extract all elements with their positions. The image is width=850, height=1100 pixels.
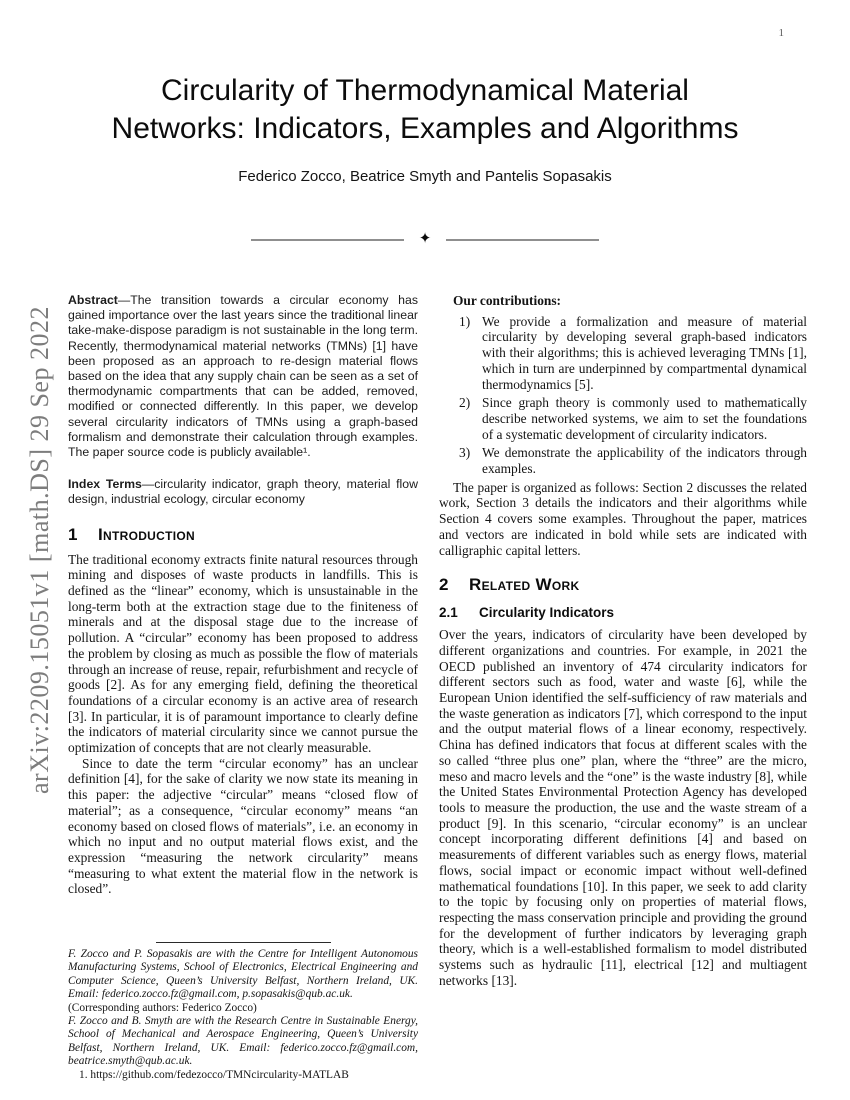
subsection-heading-circularity-indicators bbox=[439, 605, 807, 620]
footnote-affiliation-2: F. Zocco and B. Smyth are with the Research Centre in Sustainable Energy, School of Mechanical and Aerospace Engineering, Queen’s University Belfast, Northern Ireland, UK. Email: federico.zocco.fz@gmail.com, beatrice.smyth@qub.ac.uk. bbox=[68, 1014, 418, 1068]
list-item-text: We demonstrate the applicability of the indicators through examples. bbox=[482, 445, 807, 477]
footnote-rule bbox=[156, 942, 331, 943]
intro-paragraph-2: Since to date the term “circular economy” has an unclear definition [4], for the sake of clarity we now state its meaning in this paper: the adjective “circular” means “closed flow of material”; as a consequence, “circular economy” means “an economy based on closed flows of materials”, i.e. an economy in which no input and no output material flows exist, and the expression “measuring the network circularity” means “measuring to what extent the material flow in the network is closed”. bbox=[68, 755, 418, 897]
two-column-body bbox=[68, 293, 807, 1082]
separator-line-left bbox=[251, 239, 404, 241]
related-work-paragraph: Over the years, indicators of circularity have been developed by different organizations and countries. For example, in 2021 the OECD published an inventory of 474 circularity indicators for different sectors such as food, water and waste [6], while the European Union identified the self-sufficiency of raw materials and the waste generation as indicators [7], which correspond to the input and the output material flows of a linear economy, respectively. China has defined indicators that focus at different scales with the so called “three plus one” plan, where the “three” are the micro, meso and macro levels and the “one” is the waste industry [8], while the United States Environmental Protection Agency has developed tools to measure the production, the use and the waste stream of a product [9]. In this scenario, “circular economy” is an unclear concept incorporating different definitions [4] and based on measurements of different variables such as energy flows, material flows, social impact or economic impact without well-defined mathematical foundations [10]. In this paper, we seek to add clarity to the topic by focusing only on properties of material flows, respecting the mass conservation principle and providing the ground for the development of further indicators by leveraging graph theory, which is a well-established formalism to model distributed systems such as hydraulic [11], electrical [12] and multiagent networks [13]. bbox=[439, 627, 807, 988]
section-heading-introduction bbox=[68, 525, 418, 545]
list-item-number: 2) bbox=[459, 395, 471, 411]
contributions-heading: Our contributions: bbox=[453, 293, 562, 308]
subsection-title: Circularity Indicators bbox=[479, 605, 615, 621]
list-item bbox=[439, 445, 807, 476]
index-terms-text: —circularity indicator, graph theory, material flow design, industrial ecology, circular economy bbox=[68, 477, 418, 507]
list-item bbox=[439, 395, 807, 442]
section-number: 1 bbox=[68, 524, 78, 544]
page-number: 1 bbox=[778, 27, 784, 39]
paper-title bbox=[0, 72, 850, 148]
author-line: Federico Zocco, Beatrice Smyth and Pantelis Sopasakis bbox=[238, 168, 612, 185]
abstract-text: —The transition towards a circular economy has gained importance over the last years since the traditional linear take-make-dispose paradigm is not sustainable in the long term. Recently, thermodynamical material networks (TMNs) [1] have been proposed as an approach to re-design material flows based on the idea that any supply chain can be seen as a set of thermodynamic compartments that can be added, removed, modified or connected differently. In this paper, we develop several circularity indicators of TMNs using a graph-based formalism and demonstrate their calculation through examples. The paper source code is publicly available¹. bbox=[68, 293, 418, 460]
subsection-number: 2.1 bbox=[439, 605, 458, 621]
arxiv-watermark: arXiv:2209.15051v1 [math.DS] 29 Sep 2022 bbox=[25, 306, 54, 794]
footnote-corresponding-author: (Corresponding authors: Federico Zocco) bbox=[68, 1001, 257, 1014]
right-column bbox=[439, 293, 807, 1082]
left-column bbox=[68, 293, 418, 1082]
paper-outline-paragraph: The paper is organized as follows: Section 2 discusses the related work, Section 3 details the indicators and their algorithms while Section 4 covers some examples. Throughout the paper, matrices and vectors are indicated in bold while sets are indicated with calligraphic capital letters. bbox=[439, 479, 807, 558]
abstract-paragraph bbox=[68, 293, 418, 460]
title-separator bbox=[0, 232, 850, 247]
section-title: Related Work bbox=[469, 575, 580, 595]
footnotes bbox=[68, 948, 418, 1082]
paper-title-line2: Networks: Indicators, Examples and Algorithms bbox=[111, 112, 739, 145]
diamond-ornament-icon: ✦ bbox=[418, 231, 432, 247]
list-item-number: 1) bbox=[459, 313, 471, 329]
section-title: Introduction bbox=[98, 524, 195, 544]
footnote-block bbox=[68, 942, 418, 1082]
list-item-text: We provide a formalization and measure of material circularity by developing several graph-based indicators with their algorithms; this is achieved leveraging TMNs [1], which in turn are underpinned by compartmental dynamical thermodynamics [5]. bbox=[482, 313, 807, 392]
list-item bbox=[439, 314, 807, 393]
separator-line-right bbox=[446, 239, 599, 241]
index-terms-label: Index Terms bbox=[68, 477, 142, 492]
abstract-label: Abstract bbox=[68, 293, 118, 307]
source-code-link[interactable]: 1. https://github.com/fedezocco/TMNcircularity-MATLAB bbox=[79, 1068, 349, 1081]
section-heading-related-work bbox=[439, 575, 807, 595]
section-number: 2 bbox=[439, 575, 449, 595]
index-terms-paragraph bbox=[68, 477, 418, 507]
contributions-list bbox=[439, 314, 807, 477]
paper-title-line1: Circularity of Thermodynamical Material bbox=[161, 74, 689, 107]
intro-paragraph-1: The traditional economy extracts finite natural resources through mining and disposes of waste products in landfills. This is defined as the “linear” economy, which is unsustainable in the long-term both at the extraction stage due to the finiteness of minerals and at the disposal stage due to the increase of pollution. A “circular” economy has been proposed to address the problem by closing as much as possible the flow of materials through an increase of reuse, repair, refurbishment and recycle of goods [2]. As for any emerging field, defining the theoretical foundations of a circular economy is an active area of research [3]. In particular, it is of paramount importance to clearly define the indicators of material circularity since we cannot pursue the optimization of concepts that are not clearly measurable. bbox=[68, 551, 418, 756]
paper-header bbox=[0, 72, 850, 185]
list-item-number: 3) bbox=[459, 445, 471, 461]
list-item-text: Since graph theory is commonly used to mathematically describe networked systems, we aim to set the foundations of a systematic development of circularity indicators. bbox=[482, 395, 807, 442]
footnote-affiliation-1: F. Zocco and P. Sopasakis are with the Centre for Intelligent Autonomous Manufacturing Systems, School of Electronics, Electrical Engineering and Computer Science, Queen’s University Belfast, Northern Ireland, UK. Email: federico.zocco.fz@gmail.com, p.sopasakis@qub.ac.uk. bbox=[68, 947, 418, 1001]
